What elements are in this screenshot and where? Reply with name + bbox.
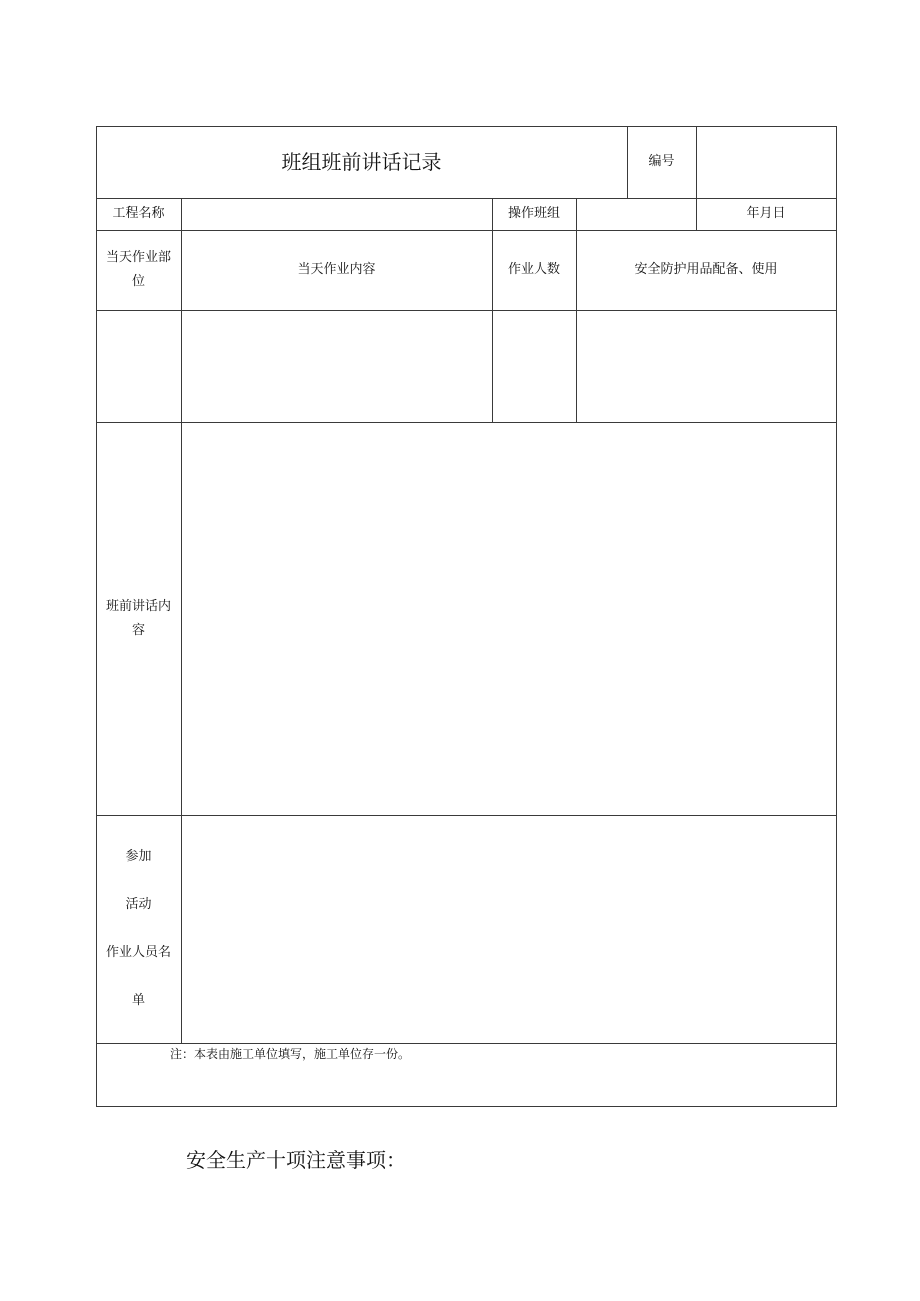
ppe-field[interactable] — [577, 311, 836, 422]
worker-count-field[interactable] — [493, 311, 576, 422]
safety-tips-heading: 安全生产十项注意事项： — [186, 1148, 406, 1172]
date-field[interactable]: 年月日 — [746, 206, 786, 221]
form-title: 班组班前讲话记录 — [281, 150, 442, 174]
code-field[interactable] — [697, 127, 836, 198]
form-note: 注：本表由施工单位填写，施工单位存一份。 — [170, 1047, 411, 1061]
work-area-label-line1: 当天作业部 — [105, 250, 171, 265]
work-area-label — [96, 230, 181, 310]
operating-team-label: 操作班组 — [507, 206, 560, 221]
attendees-label — [96, 815, 181, 1043]
work-area-label-line2: 位 — [131, 274, 145, 289]
ppe-label: 安全防护用品配备、使用 — [634, 262, 778, 277]
speech-content-label-line2: 容 — [131, 622, 145, 638]
speech-content-label-line1: 班前讲话内 — [105, 598, 171, 614]
project-name-label: 工程名称 — [112, 206, 165, 221]
work-content-label: 当天作业内容 — [297, 262, 376, 277]
table-border-bottom — [96, 1106, 837, 1107]
code-label: 编号 — [648, 154, 675, 169]
operating-team-field[interactable] — [577, 199, 696, 230]
worker-count-label: 作业人数 — [507, 262, 560, 277]
table-border-right — [836, 126, 837, 1107]
speech-content-field[interactable] — [182, 423, 836, 815]
attendees-label-line1: 参加 — [125, 849, 152, 864]
attendees-field[interactable] — [182, 816, 836, 1043]
attendees-label-line4: 单 — [131, 993, 145, 1008]
project-name-field[interactable] — [182, 199, 492, 230]
work-content-field[interactable] — [182, 311, 492, 422]
work-area-field[interactable] — [97, 311, 181, 422]
speech-content-label — [96, 422, 181, 815]
attendees-label-line3: 作业人员名 — [105, 945, 171, 960]
attendees-label-line2: 活动 — [125, 897, 152, 912]
